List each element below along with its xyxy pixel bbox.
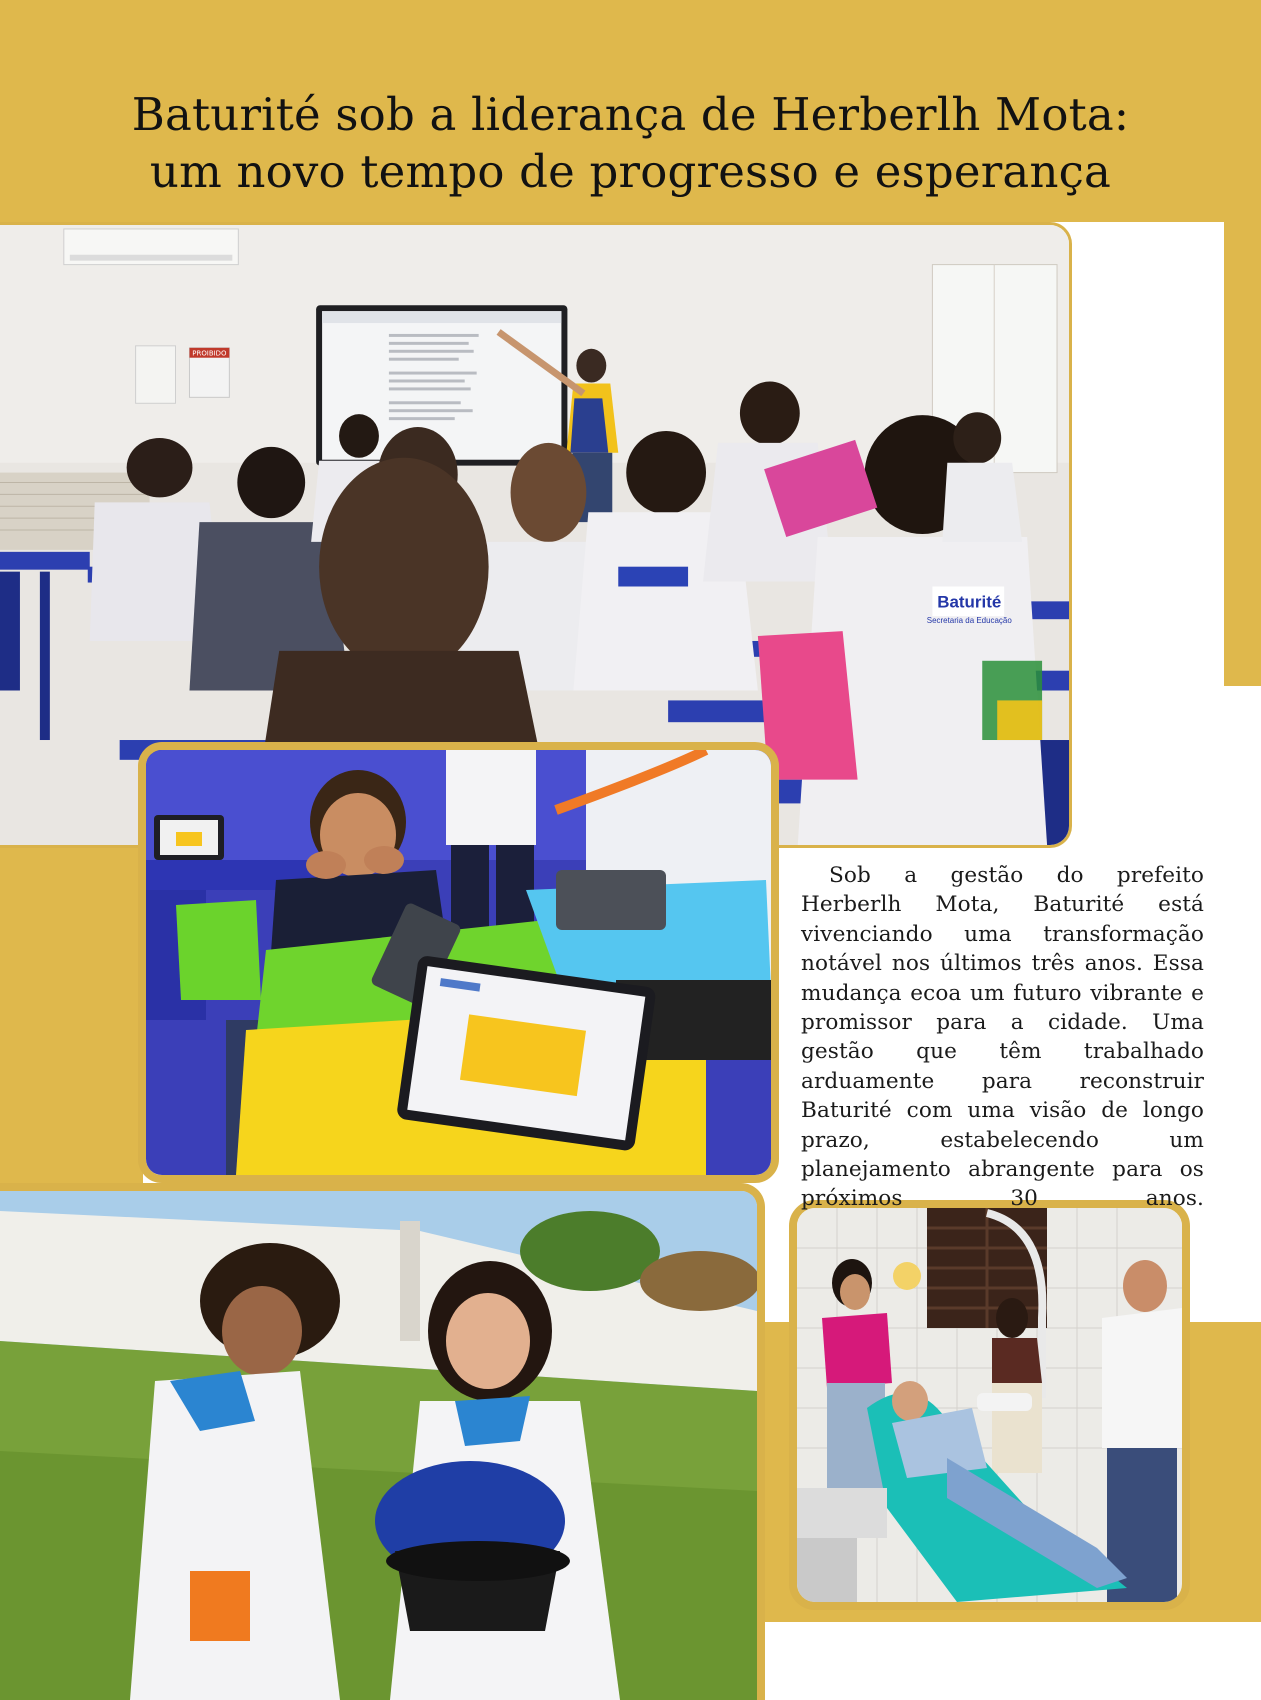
headline-line-2: um novo tempo de progresso e esperança — [149, 145, 1112, 198]
gold-accent-block-left — [0, 845, 143, 1185]
uniform-logo-subtext: Secretaria da Educação — [926, 616, 1012, 626]
uniform-logo-text: Baturité — [937, 592, 1002, 612]
poster-label: PROIBIDO — [192, 349, 227, 358]
boy-tablet-photo — [138, 742, 779, 1183]
headline-line-1: Baturité sob a liderança de Herberlh Mota: — [131, 88, 1130, 141]
teens-outdoor-photo — [0, 1183, 765, 1700]
article-headline — [0, 86, 1261, 200]
dental-office-photo — [789, 1200, 1190, 1610]
article-body: Sob a gestão do prefeito Herberlh Mota, Baturité está vivenciando uma transformação notável nos últimos três anos. Essa mudança ecoa um futuro vibrante e promissor para a cidade. Uma gestão que têm trabalhado arduamente para reconstruir Baturité com uma visão de longo prazo, estabelecendo um planejamento abrangente para os próximos 30 anos. — [801, 863, 1204, 1212]
gold-accent-strip — [1224, 222, 1261, 686]
